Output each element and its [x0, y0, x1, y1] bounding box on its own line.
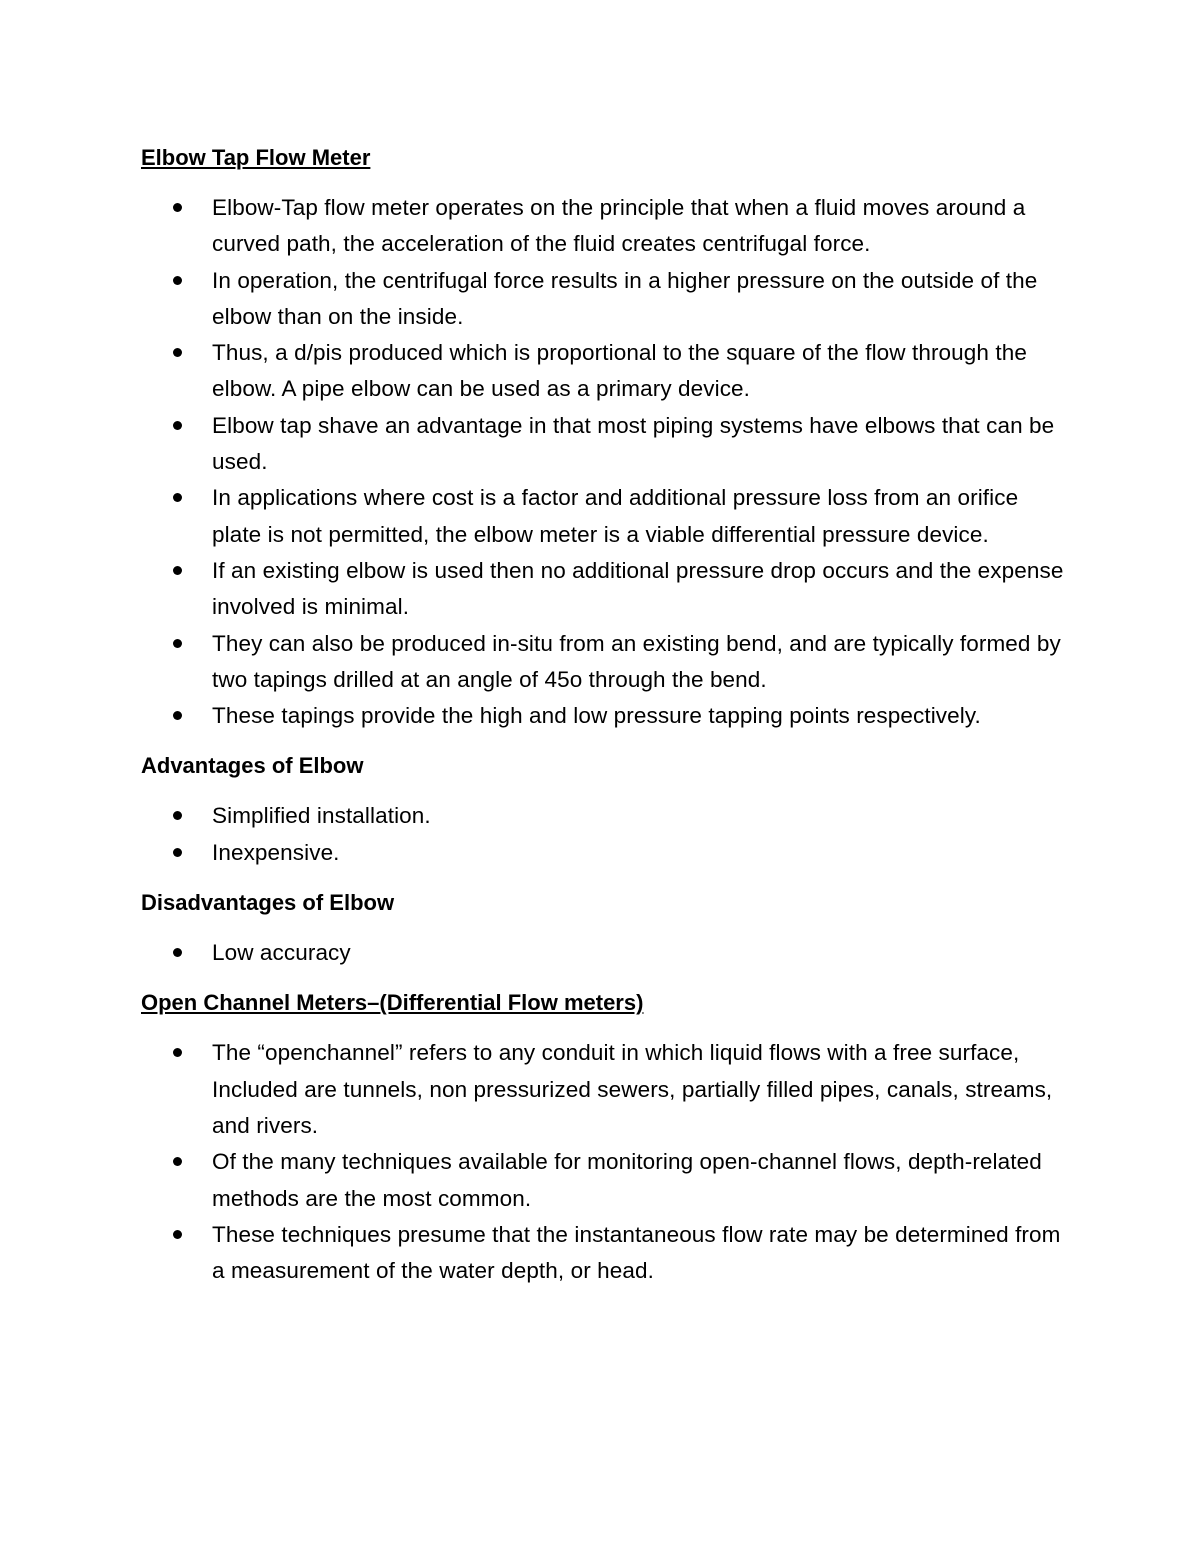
- section-advantages: [141, 748, 1071, 871]
- list-item: These tapings provide the high and low pressure tapping points respectively.: [141, 698, 1071, 734]
- list-item: Simplified installation.: [141, 798, 1071, 834]
- list-item: Elbow tap shave an advantage in that most piping systems have elbows that can be used.: [141, 408, 1071, 481]
- bullet-list: [141, 190, 1071, 734]
- bullet-icon: [173, 348, 182, 357]
- bullet-icon: [173, 811, 182, 820]
- bullet-icon: [173, 1157, 182, 1166]
- bullet-icon: [173, 276, 182, 285]
- list-item: They can also be produced in-situ from an existing bend, and are typically formed by two tapings drilled at an angle of 45o through the bend.: [141, 626, 1071, 699]
- list-item: If an existing elbow is used then no additional pressure drop occurs and the expense involved is minimal.: [141, 553, 1071, 626]
- list-item: In applications where cost is a factor and additional pressure loss from an orifice plate is not permitted, the elbow meter is a viable differential pressure device.: [141, 480, 1071, 553]
- section-elbow-tap-flow-meter: [141, 140, 1071, 734]
- section-disadvantages: [141, 885, 1071, 971]
- list-item: In operation, the centrifugal force results in a higher pressure on the outside of the elbow than on the inside.: [141, 263, 1071, 336]
- section-heading: Elbow Tap Flow Meter: [141, 145, 371, 170]
- list-item: Inexpensive.: [141, 835, 1071, 871]
- section-heading: Disadvantages of Elbow: [141, 890, 395, 916]
- list-item: These techniques presume that the instantaneous flow rate may be determined from a measurement of the water depth, or head.: [141, 1217, 1071, 1290]
- bullet-icon: [173, 566, 182, 575]
- bullet-list: [141, 798, 1071, 871]
- bullet-icon: [173, 1230, 182, 1239]
- section-open-channel-meters: [141, 985, 1071, 1289]
- bullet-list: [141, 935, 1071, 971]
- list-item: The “openchannel” refers to any conduit in which liquid flows with a free surface, Included are tunnels, non pressurized sewers, partially filled pipes, canals, streams, and rivers.: [141, 1035, 1071, 1144]
- list-item: Elbow-Tap flow meter operates on the principle that when a fluid moves around a curved path, the acceleration of the fluid creates centrifugal force.: [141, 190, 1071, 263]
- bullet-icon: [173, 421, 182, 430]
- section-heading: Advantages of Elbow: [141, 753, 364, 779]
- list-item: Of the many techniques available for monitoring open-channel flows, depth-related methods are the most common.: [141, 1144, 1071, 1217]
- section-heading: Open Channel Meters–(Differential Flow meters): [141, 990, 644, 1016]
- bullet-list: [141, 1035, 1071, 1289]
- bullet-icon: [173, 948, 182, 957]
- bullet-icon: [173, 1048, 182, 1057]
- list-item: Low accuracy: [141, 935, 1071, 971]
- document-page: [141, 140, 1071, 1303]
- bullet-icon: [173, 493, 182, 502]
- bullet-icon: [173, 711, 182, 720]
- list-item: Thus, a d/pis produced which is proportional to the square of the flow through the elbow. A pipe elbow can be used as a primary device.: [141, 335, 1071, 408]
- bullet-icon: [173, 639, 182, 648]
- bullet-icon: [173, 203, 182, 212]
- bullet-icon: [173, 848, 182, 857]
